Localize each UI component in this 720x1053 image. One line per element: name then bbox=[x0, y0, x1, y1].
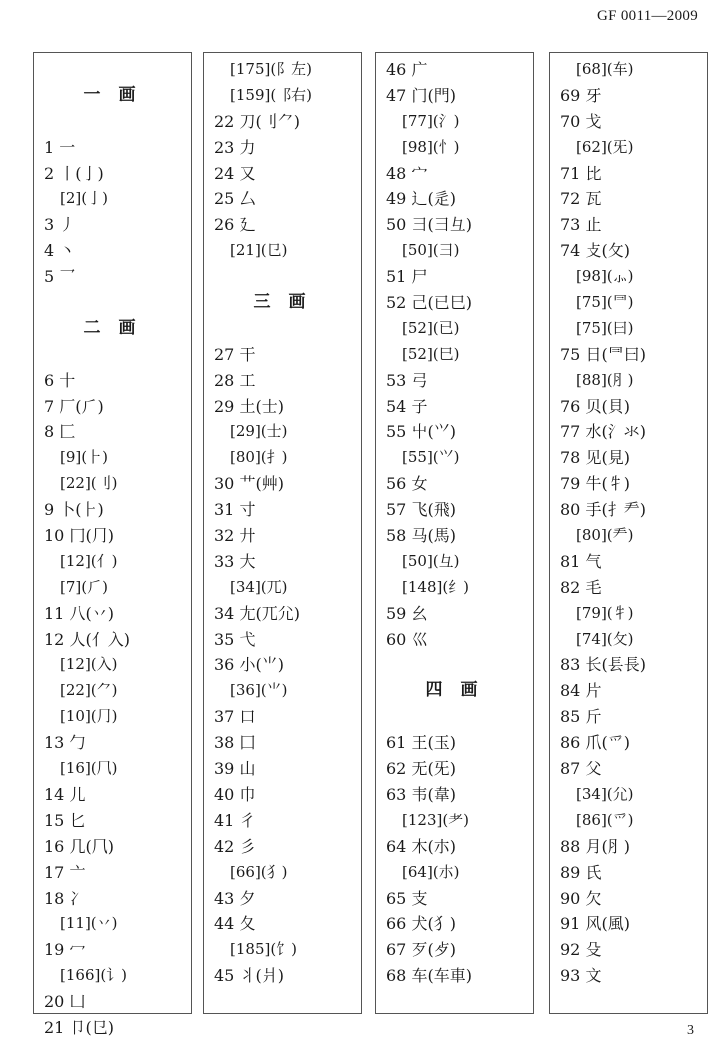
radical-entry: 4 丶 bbox=[44, 241, 76, 261]
variant-reference: [22](刂) bbox=[60, 474, 118, 493]
radical-column-2 bbox=[203, 52, 362, 1014]
radical-entry: 48 宀 bbox=[386, 163, 428, 183]
variant-reference: [12](入) bbox=[60, 655, 118, 674]
spacer bbox=[44, 57, 191, 83]
variant-reference: [10](⺆) bbox=[60, 707, 118, 726]
radical-entry: 30 艹(艸) bbox=[214, 474, 284, 494]
radical-entry: 64 木(朩) bbox=[386, 836, 456, 856]
radical-entry: 3 丿 bbox=[44, 215, 76, 235]
radical-entry: 87 父 bbox=[560, 759, 602, 779]
radical-entry: 33 大 bbox=[214, 551, 256, 571]
radical-entry: 65 支 bbox=[386, 888, 428, 908]
variant-reference: [159](⻏右) bbox=[230, 85, 313, 104]
radical-entry: 69 牙 bbox=[560, 85, 602, 105]
radical-entry: 32 廾 bbox=[214, 526, 256, 546]
variant-reference: [50](彑) bbox=[402, 551, 460, 570]
variant-reference: [86](爫) bbox=[576, 810, 634, 829]
radical-entry: 6 十 bbox=[44, 370, 76, 390]
radical-entry: 77 水(氵氺) bbox=[560, 422, 646, 442]
radical-entry: 79 牛(牜) bbox=[560, 474, 630, 494]
radical-entry: 56 女 bbox=[386, 474, 428, 494]
radical-entry: 26 廴 bbox=[214, 215, 256, 235]
radical-entry: 80 手(扌龵) bbox=[560, 500, 646, 520]
spacer bbox=[44, 290, 191, 316]
variant-reference: [50](⺕) bbox=[402, 241, 460, 260]
variant-reference: [66](犭) bbox=[230, 862, 288, 881]
radical-entry: 5 乛 bbox=[44, 267, 76, 287]
radical-entry: 21 卩(㔾) bbox=[44, 1017, 114, 1037]
radical-entry: 23 力 bbox=[214, 137, 256, 157]
variant-reference: [77](氵) bbox=[402, 111, 460, 130]
variant-reference: [88](⺼) bbox=[576, 370, 634, 389]
variant-reference: [123](⺹) bbox=[402, 810, 470, 829]
variant-reference: [21](㔾) bbox=[230, 241, 288, 260]
variant-reference: [34](尣) bbox=[576, 784, 634, 803]
radical-entry: 7 厂(⺁) bbox=[44, 396, 104, 416]
radical-entry: 35 弋 bbox=[214, 629, 256, 649]
variant-reference: [185](饣) bbox=[230, 940, 298, 959]
variant-reference: [62](旡) bbox=[576, 137, 634, 156]
radical-entry: 66 犬(犭) bbox=[386, 914, 456, 934]
standard-code: GF 0011—2009 bbox=[597, 8, 698, 24]
radical-entry: 20 凵 bbox=[44, 992, 86, 1012]
radical-column-4 bbox=[549, 52, 708, 1014]
radical-entry: 81 气 bbox=[560, 551, 602, 571]
radical-column-1 bbox=[33, 52, 192, 1037]
variant-reference: [22](⺈) bbox=[60, 681, 118, 700]
radical-entry: 42 彡 bbox=[214, 836, 256, 856]
radical-entry: 43 夕 bbox=[214, 888, 256, 908]
radical-entry: 38 囗 bbox=[214, 733, 256, 753]
variant-reference: [55](⺍) bbox=[402, 448, 460, 467]
radical-entry: 84 片 bbox=[560, 681, 602, 701]
radical-entry: 71 比 bbox=[560, 163, 602, 183]
spacer bbox=[214, 316, 361, 342]
variant-reference: [7](⺁) bbox=[60, 577, 108, 596]
radical-entry: 29 土(士) bbox=[214, 396, 284, 416]
spacer bbox=[386, 652, 533, 678]
spacer bbox=[44, 109, 191, 135]
radical-entry: 13 勹 bbox=[44, 733, 86, 753]
radical-entry: 17 亠 bbox=[44, 862, 86, 882]
variant-reference: [16](⺇) bbox=[60, 759, 118, 778]
variant-reference: [175](⻖左) bbox=[230, 60, 313, 78]
radical-entry: 76 贝(貝) bbox=[560, 396, 630, 416]
variant-reference: [2](亅) bbox=[60, 189, 108, 208]
radical-entry: 22 刀(刂⺈) bbox=[214, 111, 300, 131]
radical-entry: 28 工 bbox=[214, 370, 256, 390]
variant-reference: [74](攵) bbox=[576, 629, 634, 648]
radical-entry: 51 尸 bbox=[386, 267, 428, 287]
variant-reference: [98](忄) bbox=[402, 137, 460, 156]
radical-entry: 10 冂(⺆) bbox=[44, 526, 114, 546]
radical-entry: 58 马(馬) bbox=[386, 526, 456, 546]
radical-entry: 49 辶(辵) bbox=[386, 189, 456, 209]
radical-entry: 14 儿 bbox=[44, 784, 86, 804]
radical-entry: 92 殳 bbox=[560, 940, 602, 960]
spacer bbox=[214, 264, 361, 290]
variant-reference: [148](纟) bbox=[402, 577, 470, 596]
radical-column-3 bbox=[375, 52, 534, 1014]
radical-entry: 53 弓 bbox=[386, 370, 428, 390]
variant-reference: [80](扌) bbox=[230, 448, 288, 467]
radical-entry: 68 车(车車) bbox=[386, 966, 472, 986]
radical-entry: 1 一 bbox=[44, 137, 76, 157]
radical-entry: 70 戈 bbox=[560, 111, 602, 131]
radical-entry: 25 厶 bbox=[214, 189, 256, 209]
radical-entry: 40 巾 bbox=[214, 784, 256, 804]
variant-reference: [80](龵) bbox=[576, 526, 634, 545]
radical-entry: 61 王(玉) bbox=[386, 733, 456, 753]
radical-entry: 62 无(旡) bbox=[386, 759, 456, 779]
stroke-count-heading: 一 画 bbox=[83, 84, 142, 105]
radical-entry: 24 又 bbox=[214, 163, 256, 183]
radical-entry: 9 卜(⺊) bbox=[44, 500, 104, 520]
radical-entry: 34 尢(兀尣) bbox=[214, 603, 300, 623]
radical-entry: 47 门(門) bbox=[386, 85, 456, 105]
radical-entry: 31 寸 bbox=[214, 500, 256, 520]
radical-entry: 11 八(丷) bbox=[44, 603, 114, 623]
variant-reference: [98](⺗) bbox=[576, 267, 634, 286]
variant-reference: [9](⺊) bbox=[60, 448, 108, 467]
radical-entry: 41 彳 bbox=[214, 810, 256, 830]
radical-entry: 18 冫 bbox=[44, 888, 86, 908]
radical-entry: 86 爪(爫) bbox=[560, 733, 630, 753]
variant-reference: [52](巳) bbox=[402, 344, 460, 363]
variant-reference: [68](车) bbox=[576, 60, 634, 78]
radical-entry: 27 干 bbox=[214, 344, 256, 364]
radical-entry: 85 斤 bbox=[560, 707, 602, 727]
radical-entry: 73 止 bbox=[560, 215, 602, 235]
variant-reference: [36](⺌) bbox=[230, 681, 288, 700]
radical-entry: 83 长(镸長) bbox=[560, 655, 646, 675]
radical-entry: 91 风(風) bbox=[560, 914, 630, 934]
variant-reference: [75](曰) bbox=[576, 318, 634, 337]
spacer bbox=[386, 704, 533, 730]
variant-reference: [166](讠) bbox=[60, 966, 128, 985]
radical-entry: 67 歹(歺) bbox=[386, 940, 456, 960]
radical-entry: 15 匕 bbox=[44, 810, 86, 830]
radical-entry: 88 月(⺼) bbox=[560, 836, 630, 856]
radical-entry: 78 见(見) bbox=[560, 448, 630, 468]
radical-entry: 39 山 bbox=[214, 759, 256, 779]
radical-entry: 90 欠 bbox=[560, 888, 602, 908]
variant-reference: [75](⺜) bbox=[576, 293, 634, 312]
variant-reference: [29](士) bbox=[230, 422, 288, 441]
radical-entry: 37 口 bbox=[214, 707, 256, 727]
radical-entry: 36 小(⺌) bbox=[214, 655, 284, 675]
radical-entry: 82 毛 bbox=[560, 577, 602, 597]
radical-entry: 19 冖 bbox=[44, 940, 86, 960]
variant-reference: [79](牜) bbox=[576, 603, 634, 622]
variant-reference: [12](亻) bbox=[60, 551, 118, 570]
stroke-count-heading: 二 画 bbox=[83, 317, 142, 338]
radical-entry: 44 夂 bbox=[214, 914, 256, 934]
radical-entry: 75 日(⺜曰) bbox=[560, 344, 646, 364]
variant-reference: [64](朩) bbox=[402, 862, 460, 881]
radical-entry: 50 彐(⺕彑) bbox=[386, 215, 472, 235]
radical-entry: 12 人(亻入) bbox=[44, 629, 130, 649]
spacer bbox=[44, 342, 191, 368]
radical-entry: 93 文 bbox=[560, 966, 602, 986]
radical-entry: 89 氏 bbox=[560, 862, 602, 882]
variant-reference: [34](兀) bbox=[230, 577, 288, 596]
radical-entry: 60 巛 bbox=[386, 629, 428, 649]
variant-reference: [52](已) bbox=[402, 318, 460, 337]
page-number: 3 bbox=[687, 1023, 694, 1038]
radical-entry: 16 几(⺇) bbox=[44, 836, 114, 856]
radical-entry: 74 攴(攵) bbox=[560, 241, 630, 261]
radical-entry: 63 韦(韋) bbox=[386, 784, 456, 804]
radical-entry: 72 瓦 bbox=[560, 189, 602, 209]
stroke-count-heading: 四 画 bbox=[425, 680, 484, 701]
variant-reference: [11](丷) bbox=[60, 914, 118, 933]
radical-entry: 2 丨(亅) bbox=[44, 163, 104, 183]
radical-entry: 8 匚 bbox=[44, 422, 76, 442]
radical-entry: 46 广 bbox=[386, 60, 428, 79]
radical-entry: 54 子 bbox=[386, 396, 428, 416]
radical-entry: 57 飞(飛) bbox=[386, 500, 456, 520]
radical-entry: 45 丬(爿) bbox=[214, 966, 284, 986]
stroke-count-heading: 三 画 bbox=[253, 292, 312, 313]
radical-entry: 55 屮(⺍) bbox=[386, 422, 456, 442]
radical-entry: 52 己(已巳) bbox=[386, 293, 472, 313]
radical-entry: 59 幺 bbox=[386, 603, 428, 623]
